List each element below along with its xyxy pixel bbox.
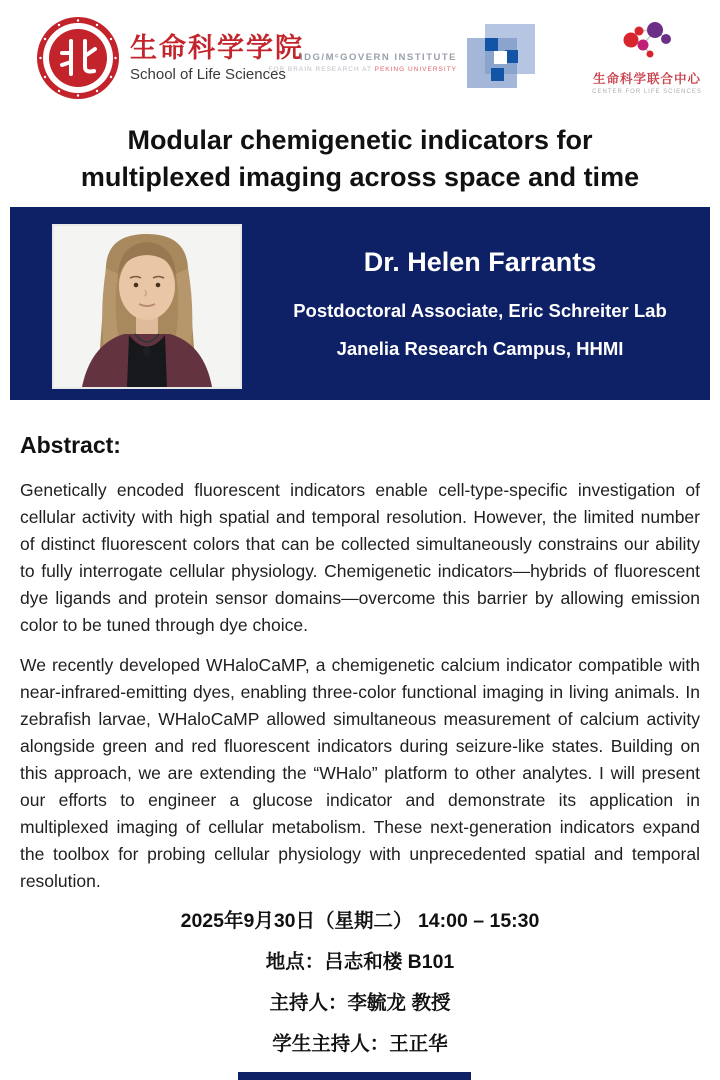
bottom-accent-bar xyxy=(238,1072,471,1080)
center-for-life-sciences-logo xyxy=(588,18,706,98)
pku-school-logo xyxy=(36,16,304,100)
abstract-paragraph-2: We recently developed WHaloCaMP, a chemigenetic calcium indicator compatible with near-infrared-emitting dyes, enabling three-color functional imaging in living animals. In zebrafish larvae, WHaloCaMP allowed simultaneous measurement of calcium activity alongside green and red fluorescent indicators during seizure-like states. Building on this approach, we are extending the “WHalo” platform to other analytes. I will present our efforts to engineer a glucose indicator and demonstrate its application in multiplexed imaging of cellular metabolism. These next-generation indicators expand the toolbox for probing cellular physiology with unprecedented spatial and temporal resolution. xyxy=(20,655,700,891)
seminar-title xyxy=(0,122,720,196)
speaker-role: Postdoctoral Associate, Eric Schreiter Lab xyxy=(293,300,667,321)
speaker-name: Dr. Helen Farrants xyxy=(363,247,597,277)
mcgovern-subtitle-gray: FOR BRAIN RESEARCH AT xyxy=(268,66,375,73)
abstract-paragraph-1: Genetically encoded fluorescent indicators enable cell-type-specific investigation of cellular activity with high spatial and temporal resolution. However, the limited number of distinct fluorescent colors that can be collected simultaneously constrains our ability to fully interrogate cellular physiology. Chemigenetic indicators—hybrids of fluorescent dye ligands and protein sensor domains—overcome this barrier by allowing emission color to be tuned through dye choice. xyxy=(20,480,700,635)
event-host: 主持人：李毓龙 教授 xyxy=(269,992,451,1014)
speaker-info xyxy=(260,207,700,400)
cls-name-en: CENTER FOR LIFE SCIENCES xyxy=(592,89,702,95)
pku-school-name-en: School of Life Sciences xyxy=(130,66,286,83)
speaker-affiliation: Janelia Research Campus, HHMI xyxy=(336,338,624,359)
mcgovern-subtitle xyxy=(268,66,457,73)
seminar-title-line2: multiplexed imaging across space and time xyxy=(80,162,640,192)
header-logos xyxy=(0,0,720,110)
pku-seal-icon xyxy=(36,16,120,100)
molecule-icon xyxy=(617,18,677,62)
pku-school-name-cn: 生命科学学院 xyxy=(130,33,304,63)
mcgovern-logo-text xyxy=(268,52,457,73)
event-details xyxy=(0,905,720,1069)
speaker-banner xyxy=(10,207,710,400)
speaker-portrait-illustration xyxy=(54,226,240,387)
mcgovern-institute-logo xyxy=(268,22,542,100)
cls-name-cn: 生命科学联合中心 xyxy=(592,72,701,86)
mcgovern-name: IDG/MᶜGOVERN INSTITUTE xyxy=(300,52,457,63)
abstract-heading: Abstract: xyxy=(20,432,121,458)
event-student-host: 学生主持人：王正华 xyxy=(272,1033,448,1055)
event-datetime: 2025年9月30日（星期二） 14:00 – 15:30 xyxy=(180,910,540,932)
abstract-section xyxy=(20,432,700,908)
speaker-photo xyxy=(54,226,240,387)
event-location: 地点：吕志和楼 B101 xyxy=(265,951,455,973)
seminar-title-line1: Modular chemigenetic indicators for xyxy=(127,125,593,155)
mcgovern-subtitle-red: PEKING UNIVERSITY xyxy=(374,66,457,73)
mcgovern-squares-icon xyxy=(461,22,537,98)
